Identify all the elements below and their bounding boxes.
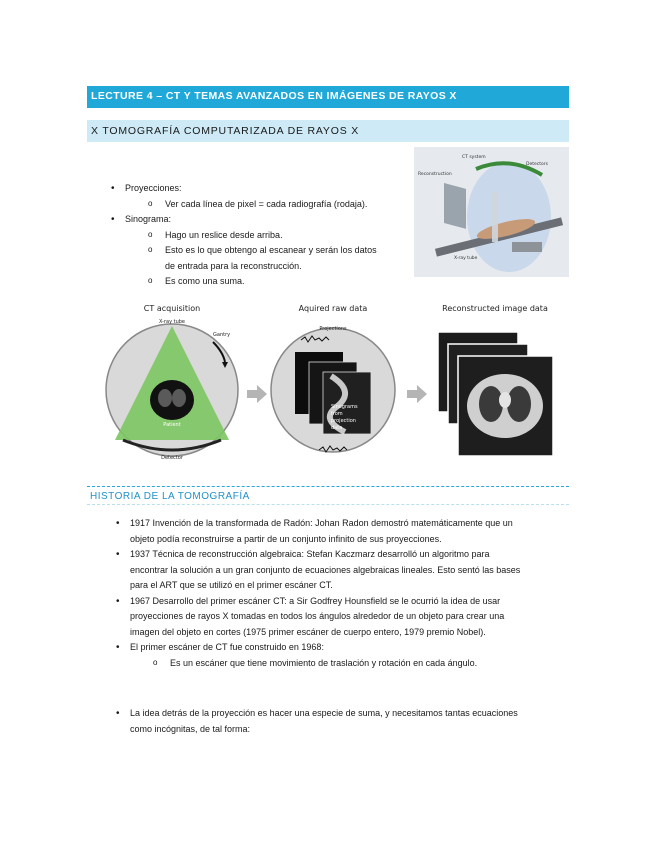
history-item-1968: • El primer escáner de CT fue construido en 1968: bbox=[92, 640, 569, 656]
label-ct-system: CT system bbox=[462, 155, 486, 160]
projection-bullet-list bbox=[87, 181, 417, 290]
flow-arrow-1-icon bbox=[247, 385, 267, 403]
lung-left-icon bbox=[158, 389, 172, 407]
ct-scanner-illustration bbox=[414, 147, 569, 277]
history-header: HISTORIA DE LA TOMOGRAFÍA bbox=[90, 491, 250, 502]
history-item-1967-cont: proyecciones de rayos X tomadas en todos los ángulos alrededor de un objeto para crear una bbox=[130, 611, 505, 621]
sub-bullet-scan-data: o Esto es lo que obtengo al escanear y serán los datos bbox=[87, 243, 417, 259]
detectors-icon bbox=[512, 242, 542, 252]
label-xray-tube: X-ray tube bbox=[454, 256, 478, 261]
label-detectors: Detectors bbox=[526, 162, 548, 167]
label-xray-tube-small: X-ray tube bbox=[158, 319, 186, 325]
lecture-header-bar bbox=[87, 86, 569, 108]
scan-field-icon bbox=[467, 162, 551, 272]
label-patient: Patient bbox=[163, 422, 181, 428]
slice-plane-icon bbox=[492, 192, 498, 242]
reconstructed-title: Reconstructed image data bbox=[442, 304, 548, 313]
sub-bullet-sum: o Es como una suma. bbox=[87, 274, 417, 290]
projection-idea-bullet: • La idea detrás de la proyección es hacer una especie de suma, y necesitamos tantas ecuaciones bbox=[92, 706, 569, 722]
history-item-1967-cont2: imagen del objeto en cortes (1975 primer escáner de cuerpo entero, 1979 premio Nobel). bbox=[130, 626, 486, 637]
label-detector: Detector bbox=[161, 455, 183, 461]
label-gantry: Gantry bbox=[213, 332, 231, 338]
label-projections: Projections bbox=[319, 326, 347, 332]
section-header-bar bbox=[87, 120, 569, 142]
history-item-1917-cont: objeto podía reconstruirse a partir de un conjunto infinito de sus proyecciones. bbox=[130, 533, 442, 544]
flow-arrow-2-icon bbox=[407, 385, 427, 403]
history-item-1937: • 1937 Técnica de reconstrucción algebraica: Stefan Kaczmarz desarrolló un algoritmo para bbox=[92, 547, 569, 563]
ct-heart-icon bbox=[499, 392, 511, 408]
raw-data-title: Aquired raw data bbox=[298, 304, 368, 313]
history-list bbox=[92, 516, 569, 671]
bullet-proyecciones: • Proyecciones: bbox=[87, 181, 417, 197]
section-header-title: X TOMOGRAFÍA COMPUTARIZADA DE RAYOS X bbox=[91, 125, 360, 137]
label-sinogram-1: Sinograms bbox=[331, 404, 358, 410]
history-item-1917: • 1917 Invención de la transformada de Radón: Johan Radon demostró matemáticamente que un bbox=[92, 516, 569, 532]
ct-pipeline-figure bbox=[95, 300, 560, 470]
sub-bullet-reslice: o Hago un reslice desde arriba. bbox=[87, 228, 417, 244]
label-reconstruction: Reconstruction bbox=[418, 172, 452, 177]
history-item-1937-cont: encontrar la solución a un gran conjunto de ecuaciones algebraicas lineales. Esto sentó las bases bbox=[130, 564, 521, 575]
lecture-header-title: LECTURE 4 – CT Y TEMAS AVANZADOS EN IMÁGENES DE RAYOS X bbox=[91, 90, 457, 102]
projection-idea-list bbox=[92, 706, 569, 737]
history-divider-top bbox=[87, 486, 569, 487]
sub-bullet-pixel-line: o Ver cada línea de pixel = cada radiografía (rodaja). bbox=[87, 197, 417, 213]
label-sinogram-3: projection bbox=[331, 418, 356, 424]
label-sinogram-2: from bbox=[331, 411, 343, 417]
history-item-1967: • 1967 Desarrollo del primer escáner CT: a Sir Godfrey Hounsfield se le ocurrió la idea de usar bbox=[92, 594, 569, 610]
sub-bullet-scan-data-cont: de entrada para la reconstrucción. bbox=[165, 260, 302, 271]
lung-right-icon bbox=[172, 389, 186, 407]
projection-idea-bullet-cont: como incógnitas, de tal forma: bbox=[130, 723, 251, 734]
bullet-sinograma: • Sinograma: bbox=[87, 212, 417, 228]
ct-lung-right-icon bbox=[507, 386, 531, 422]
history-item-1937-cont2: para el ART que se utilizó en el primer escáner CT. bbox=[130, 580, 333, 590]
ct-lung-left-icon bbox=[479, 386, 503, 422]
ct-slice-patient-icon bbox=[150, 380, 194, 420]
history-item-1968-sub: o Es un escáner que tiene movimiento de traslación y rotación en cada ángulo. bbox=[92, 656, 569, 672]
reconstruction-panel-icon bbox=[444, 183, 466, 229]
label-sinogram-4: data bbox=[331, 425, 343, 431]
ct-acquisition-title: CT acquisition bbox=[143, 304, 201, 313]
history-divider-bottom bbox=[87, 504, 569, 505]
